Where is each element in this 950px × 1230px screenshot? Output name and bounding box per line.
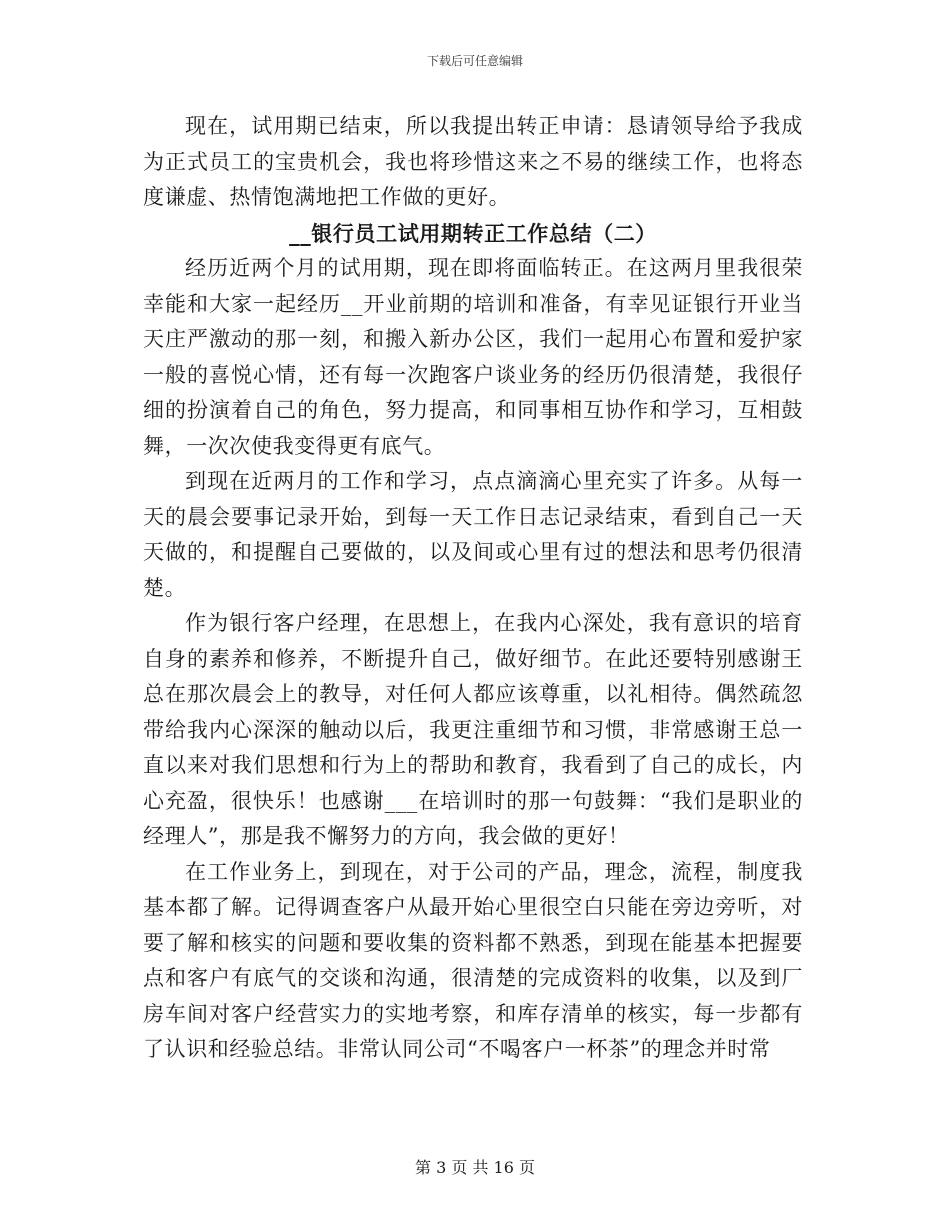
paragraph-intro: 经历近两个月的试用期，现在即将面临转正。在这两月里我很荣幸能和大家一起经历__开业前期的培训和准备，有幸见证银行开业当天庄严激动的那一刻，和搬入新办公区，我们一起用心布置和爱护家一般的喜悦心情，还有每一次跑客户谈业务的经历仍很清楚，我很仔细的扮演着自己的角色，努力提高，和同事相互协作和学习，互相鼓舞，一次次使我变得更有底气。: [143, 256, 803, 458]
page-number: 第 3 页 共 16 页: [415, 1158, 535, 1177]
paragraph-conclusion: 现在，试用期已结束，所以我提出转正申请：恳请领导给予我成为正式员工的宝贵机会，我也将珍惜这来之不易的继续工作，也将态度谦虚、热情饱满地把工作做的更好。: [143, 114, 803, 209]
document-body: [143, 109, 803, 1068]
paragraph-thinking: 作为银行客户经理，在思想上，在我内心深处，我有意识的培育自身的素养和修养，不断提升自己，做好细节。在此还要特别感谢王总在那次晨会上的教导，对任何人都应该尊重，以礼相待。偶然疏忽带给我内心深深的触动以后，我更注重细节和习惯，非常感谢王总一直以来对我们思想和行为上的帮助和教育，我看到了自己的成长，内心充盈，很快乐！也感谢___在培训时的那一句鼓舞：“我们是职业的经理人”，那是我不懈努力的方向，我会做的更好！: [143, 611, 803, 848]
paragraph-work-study: 到现在近两月的工作和学习，点点滴滴心里充实了许多。从每一天的晨会要事记录开始，到每一天工作日志记录结束，看到自己一天天做的，和提醒自己要做的，以及间或心里有过的想法和思考仍很清楚。: [143, 469, 803, 600]
header-note: 下载后可任意编辑: [426, 54, 523, 68]
section-title: __银行员工试用期转正工作总结（二）: [289, 220, 657, 246]
paragraph-business: 在工作业务上，到现在，对于公司的产品，理念，流程，制度我基本都了解。记得调查客户从最开始心里很空白只能在旁边旁听，对要了解和核实的问题和要收集的资料都不熟悉，到现在能基本把握要点和客户有底气的交谈和沟通，很清楚的完成资料的收集，以及到厂房车间对客户经营实力的实地考察，和库存清单的核实，每一步都有了认识和经验总结。非常认同公司“不喝客户一杯茶”的理念并时常: [143, 859, 803, 1061]
